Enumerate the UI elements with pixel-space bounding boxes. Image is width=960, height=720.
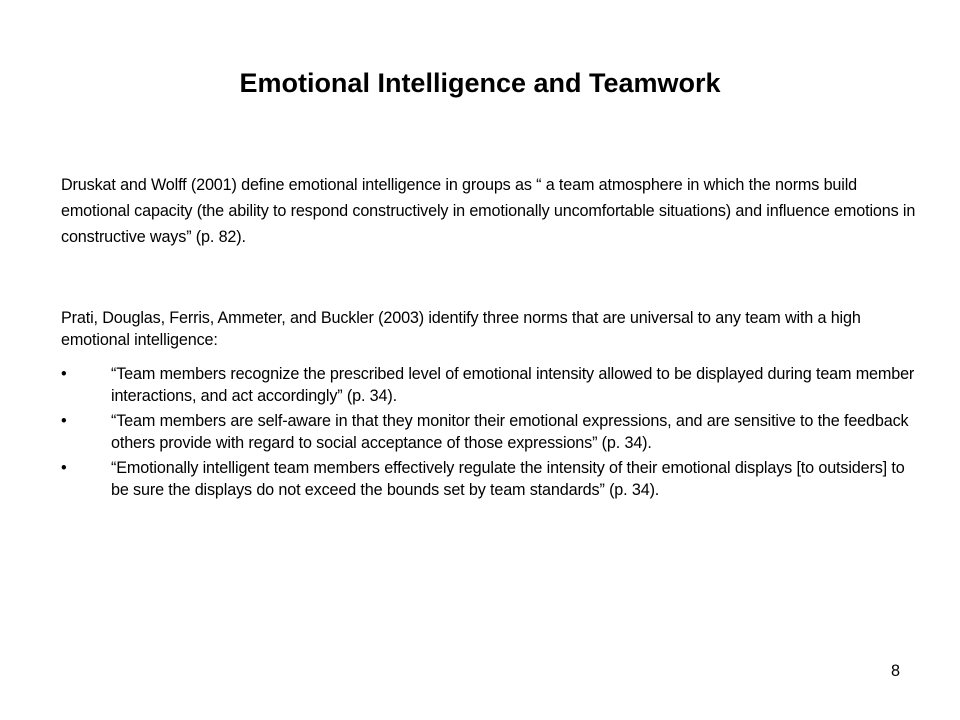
bullet-item — [61, 410, 921, 454]
bullet-text: “Emotionally intelligent team members effectively regulate the intensity of their emotional displays [to outsiders] to be sure the displays do not exceed the bounds set by team standards” (p. 34). — [111, 459, 905, 499]
bullet-item — [61, 363, 921, 407]
norms-bullet-list — [61, 363, 921, 504]
bullet-icon: • — [61, 459, 67, 477]
norms-intro-paragraph: Prati, Douglas, Ferris, Ammeter, and Buckler (2003) identify three norms that are universal to any team with a high emotional intelligence: — [61, 309, 861, 349]
bullet-text: “Team members are self-aware in that they monitor their emotional expressions, and are sensitive to the feedback others provide with regard to social acceptance of those expressions” (p. 34). — [111, 412, 909, 452]
bullet-icon: • — [61, 412, 67, 430]
page-number: 8 — [890, 662, 900, 680]
definition-paragraph: Druskat and Wolff (2001) define emotional intelligence in groups as “ a team atmosphere in which the norms build emotional capacity (the ability to respond constructively in emotionally uncomfortable situations) and influence emotions in constructive ways” (p. 82). — [61, 176, 916, 246]
slide-title: Emotional Intelligence and Teamwork — [239, 68, 721, 98]
bullet-item — [61, 457, 921, 501]
bullet-icon: • — [61, 365, 67, 383]
bullet-text: “Team members recognize the prescribed level of emotional intensity allowed to be displayed during team member interactions, and act accordingly” (p. 34). — [111, 365, 915, 405]
